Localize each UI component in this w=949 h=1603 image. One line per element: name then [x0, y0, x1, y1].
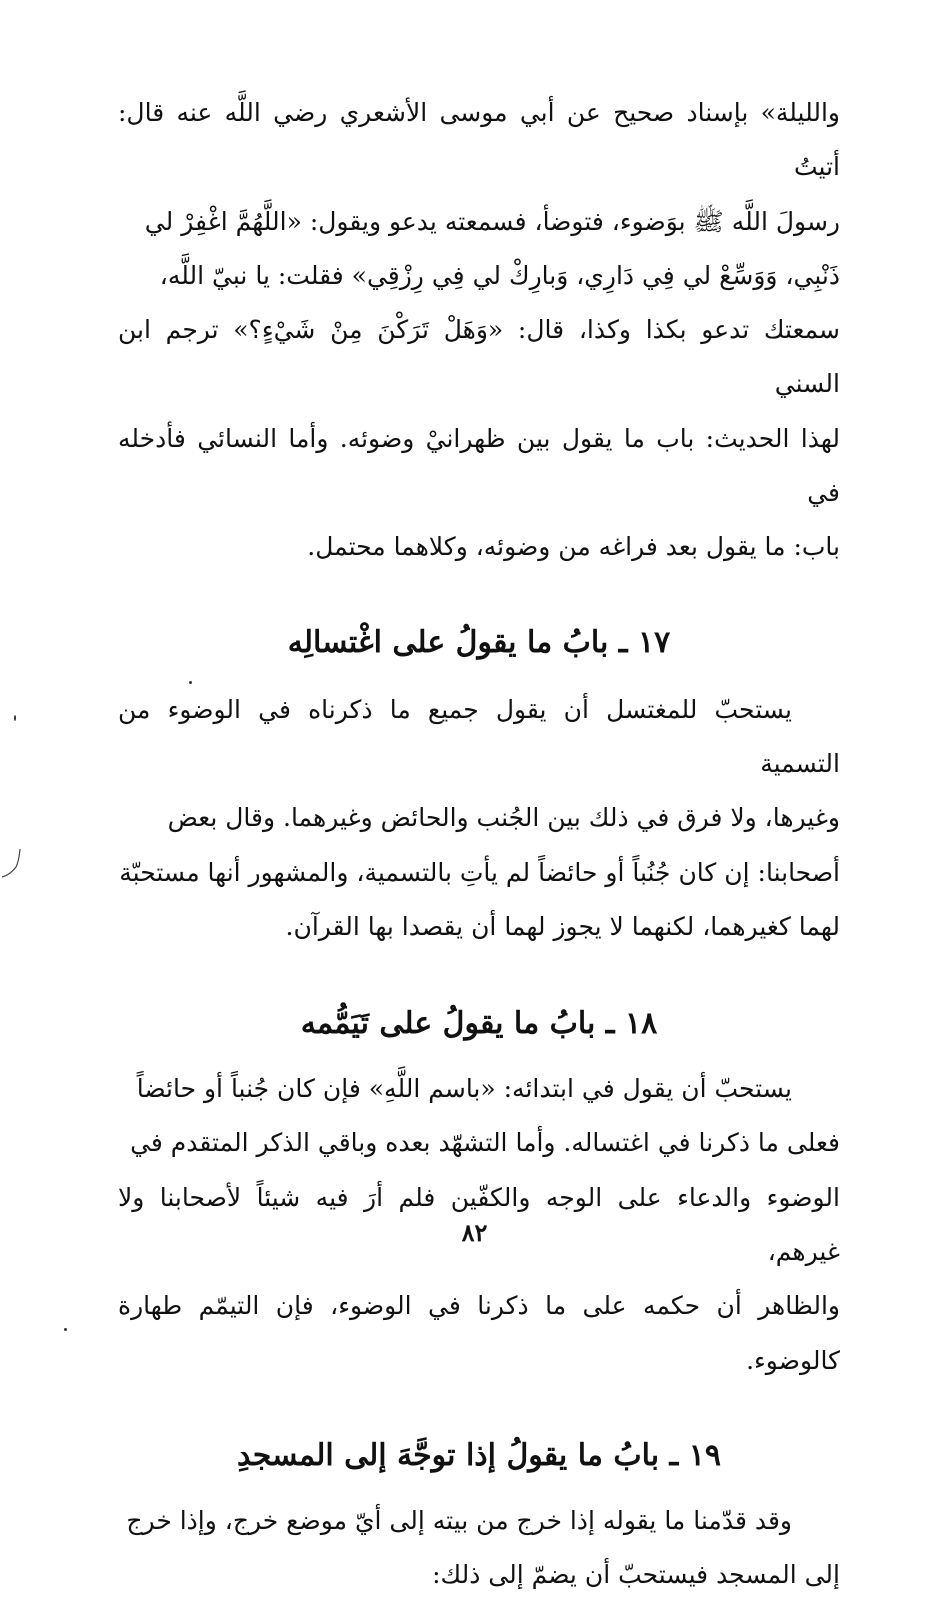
text-line: لهذا الحديث: باب ما يقول بين ظهرانيْ وضوئه. وأما النسائي فأدخله في [118, 423, 840, 508]
page-body [118, 86, 840, 1603]
section-18-heading: ١٨ ـ بابُ ما يقولُ على تَيَمُّمه [300, 1006, 658, 1042]
text-line: والليلة» بإسناد صحيح عن أبي موسى الأشعري رضي اللَّه عنه قال: أتيتُ [118, 98, 841, 182]
text-line: رسولَ اللَّه ﷺ بوَضوء، فتوضأ، فسمعته يدعو ويقول: «اللَّهُمَّ اغْفِرْ لي [144, 206, 840, 236]
scan-speck [64, 1328, 67, 1331]
text-line: يستحبّ للمغتسل أن يقول جميع ما ذكرناه في الوضوء من التسمية [118, 694, 840, 778]
section-17-paragraph [118, 683, 840, 954]
text-line: وقد قدّمنا ما يقوله إذا خرج من بيته إلى أيّ موضع خرج، وإذا خرج [126, 1505, 792, 1535]
text-line: سمعتك تدعو بكذا وكذا، قال: «وَهَلْ تَرَكْنَ مِنْ شَيْءٍ؟» ترجم ابن السني [118, 315, 840, 399]
text-line: لهما كغيرهما، لكنهما لا يجوز لهما أن يقصدا بها القرآن. [285, 911, 840, 941]
text-line: وغيرها، ولا فرق في ذلك بين الجُنب والحائض وغيرهما. وقال بعض [167, 803, 840, 833]
page-number: ٨٢ [461, 1218, 488, 1247]
text-line: فعلى ما ذكرنا في اغتساله. وأما التشهّد بعده وباقي الذكر المتقدم في [130, 1128, 840, 1158]
intro-paragraph [118, 86, 840, 575]
text-line: أصحابنا: إن كان جُنُباً أو حائضاً لم يأتِ بالتسمية، والمشهور أنها مستحبّة [119, 857, 840, 887]
section-19-heading: ١٩ ـ بابُ ما يقولُ إذا توجَّهَ إلى المسجدِ [236, 1437, 722, 1473]
text-line: ذَنْبِي، وَوَسِّعْ لي فِي دَارِي، وَبارِكْ لي فِي رِزْقِي» فقلت: يا نبيّ اللَّه، [159, 260, 840, 290]
scan-speck [14, 715, 16, 721]
text-line: الوضوء والدعاء على الوجه والكفّين فلم أرَ فيه شيئاً لأصحابنا ولا غيرهم، [118, 1182, 840, 1267]
text-line: يستحبّ أن يقول في ابتدائه: «باسم اللَّهِ» فإن كان جُنباً أو حائضاً [136, 1074, 792, 1104]
text-line: إلى المسجد فيستحبّ أن يضمّ إلى ذلك: [432, 1560, 840, 1590]
text-line: والظاهر أن حكمه على ما ذكرنا في الوضوء، فإن التيمّم طهارة كالوضوء. [118, 1291, 840, 1375]
text-line: باب: ما يقول بعد فراغه من وضوئه، وكلاهما محتمل. [307, 532, 840, 562]
section-19-paragraph [118, 1494, 840, 1603]
margin-mark-icon [0, 845, 22, 881]
scan-speck [189, 681, 192, 684]
section-17-heading: ١٧ ـ بابُ ما يقولُ على اغْتسالِه [287, 624, 671, 660]
